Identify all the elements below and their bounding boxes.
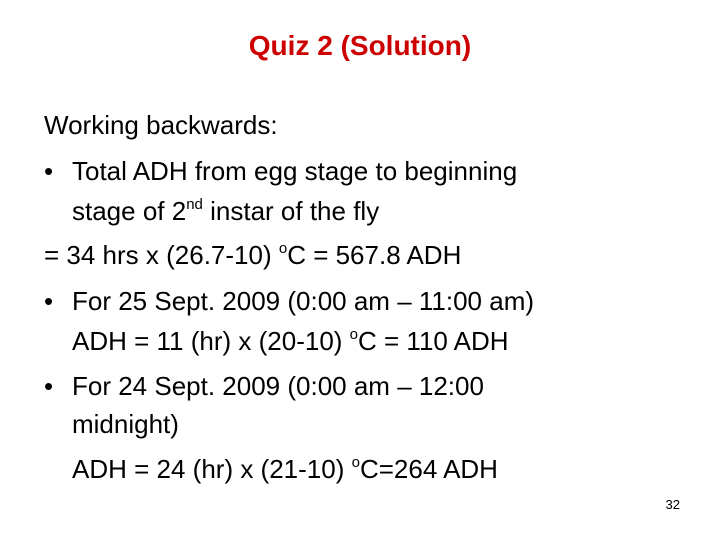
bullet-3-line-1: For 24 Sept. 2009 (0:00 am – 12:00 (72, 371, 484, 401)
bullet-1-line-2 (72, 193, 379, 229)
degree-superscript: o (351, 454, 360, 471)
equation-text-b: C = 567.8 ADH (287, 240, 462, 270)
bullet-2-marker: • (44, 286, 54, 316)
bullet-1-line-2-text-b: instar of the fly (202, 196, 380, 226)
bullet-1-line-2-text-a: stage of 2 (72, 196, 187, 226)
page-number: 32 (665, 497, 680, 512)
ordinal-superscript: nd (186, 196, 203, 213)
bullet-3-line-3-text-a: ADH = 24 (hr) x (21-10) (72, 454, 352, 484)
equation-line (44, 237, 461, 273)
bullet-3-line-3-text-b: C=264 ADH (359, 454, 498, 484)
degree-superscript: o (278, 240, 288, 257)
bullet-3-line-3 (72, 451, 498, 487)
bullet-3-line-2: midnight) (72, 409, 179, 439)
bullet-3-marker: • (44, 371, 54, 401)
equation-text-a: = 34 hrs x (26.7-10) (44, 240, 279, 270)
bullet-2-line-2-text-a: ADH = 11 (hr) x (20-10) (72, 326, 350, 356)
intro-line: Working backwards: (44, 110, 278, 140)
degree-superscript: o (349, 326, 359, 343)
bullet-2-line-1: For 25 Sept. 2009 (0:00 am – 11:00 am) (72, 286, 535, 316)
bullet-2-line-2 (72, 323, 509, 359)
bullet-1-marker: • (44, 156, 54, 186)
slide-title: Quiz 2 (Solution) (248, 30, 472, 61)
bullet-1-line-1: Total ADH from egg stage to beginning (72, 156, 518, 186)
bullet-2-line-2-text-b: C = 110 ADH (358, 326, 509, 356)
